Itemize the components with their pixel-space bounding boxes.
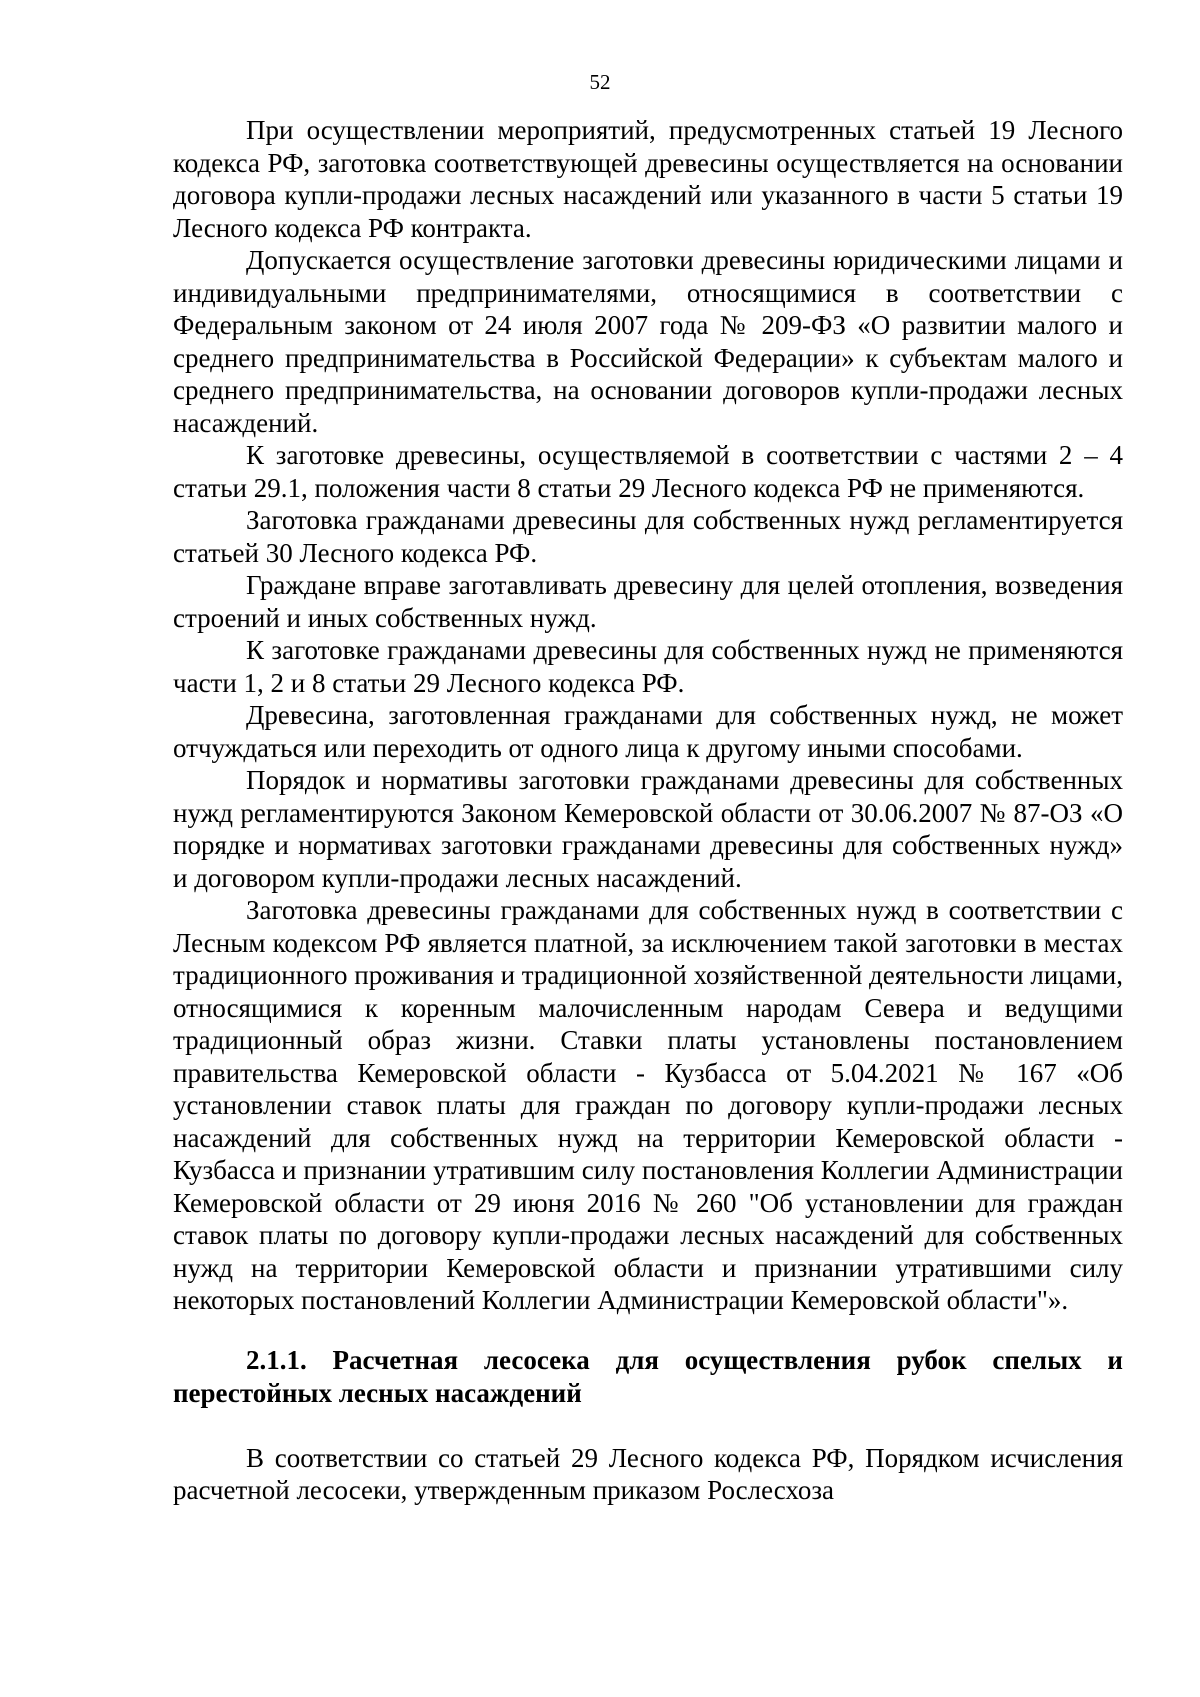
paragraph-1: При осуществлении мероприятий, предусмотренных статьей 19 Лесного кодекса РФ, заготовка соответствующей древесины осуществляется на основании договора купли-продажи лесных насаждений или указанного в части 5 статьи 19 Лесного кодекса РФ контракта.: [173, 115, 1123, 243]
paragraph-2: Допускается осуществление заготовки древесины юридическими лицами и индивидуальными предпринимателями, относящимися в соответствии с Федеральным законом от 24 июля 2007 года № 209-ФЗ «О развитии малого и среднего предпринимательства в Российской Федерации» к субъектам малого и среднего предпринимательства, на основании договоров купли-продажи лесных насаждений.: [173, 245, 1123, 438]
paragraph-7: Древесина, заготовленная гражданами для собственных нужд, не может отчуждаться или переходить от одного лица к другому иными способами.: [173, 700, 1123, 763]
section-paragraph: В соответствии со статьей 29 Лесного кодекса РФ, Порядком исчисления расчетной лесосеки, утвержденным приказом Рослесхоза: [173, 1442, 1123, 1505]
document-body: [173, 114, 1123, 1507]
paragraph-9: Заготовка древесины гражданами для собственных нужд в соответствии с Лесным кодексом РФ является платной, за исключением такой заготовки в местах традиционного проживания и традиционной хозяйственной деятельности лицами, относящимися к коренным малочисленным народам Севера и ведущими традиционный образ жизни. Ставки платы установлены постановлением правительства Кемеровской области - Кузбасса от 5.04.2021 № 167 «Об установлении ставок платы для граждан по договору купли-продажи лесных насаждений для собственных нужд на территории Кемеровской области - Кузбасса и признании утратившим силу постановления Коллегии Администрации Кемеровской области от 29 июня 2016 № 260 "Об установлении для граждан ставок платы по договору купли-продажи лесных насаждений для собственных нужд на территории Кемеровской области и признании утратившими силу некоторых постановлений Коллегии Администрации Кемеровской области"».: [173, 895, 1123, 1315]
paragraph-6: К заготовке гражданами древесины для собственных нужд не применяются части 1, 2 и 8 статьи 29 Лесного кодекса РФ.: [173, 635, 1123, 698]
paragraph-4: Заготовка гражданами древесины для собственных нужд регламентируется статьей 30 Лесного кодекса РФ.: [173, 505, 1123, 568]
paragraph-8: Порядок и нормативы заготовки гражданами древесины для собственных нужд регламентируются Законом Кемеровской области от 30.06.2007 № 87-ОЗ «О порядке и нормативах заготовки гражданами древесины для собственных нужд» и договором купли-продажи лесных насаждений.: [173, 765, 1123, 893]
section-heading: 2.1.1. Расчетная лесосека для осуществления рубок спелых и перестойных лесных насаждений: [173, 1344, 1123, 1408]
paragraph-3: К заготовке древесины, осуществляемой в соответствии с частями 2 – 4 статьи 29.1, положения части 8 статьи 29 Лесного кодекса РФ не применяются.: [173, 440, 1123, 503]
page-number: 52: [589, 70, 611, 94]
paragraph-5: Граждане вправе заготавливать древесину для целей отопления, возведения строений и иных собственных нужд.: [173, 570, 1123, 633]
